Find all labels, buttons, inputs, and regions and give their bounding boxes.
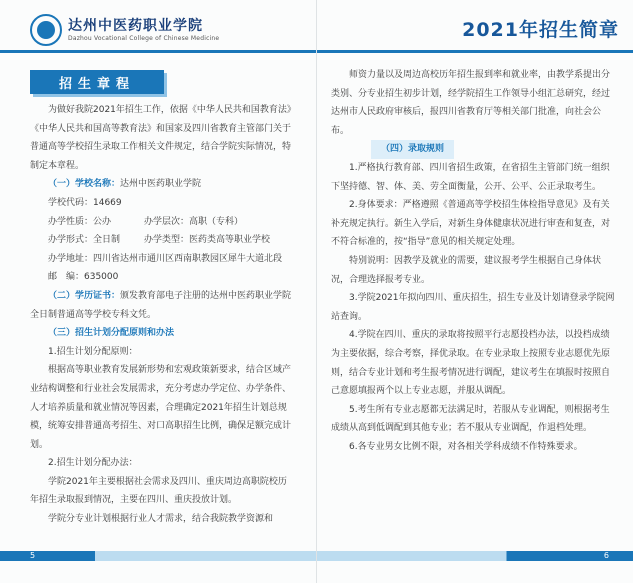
college-seal-icon [30,14,62,46]
school-code: 学校代码：14669 [48,197,122,208]
left-body [30,101,293,529]
rule-2: 2.身体要求：严格遵照《普通高等学校招生体检指导意见》及有关补充规定执行。新生入学后，对新生身体健康状况进行审查和复查，对不符合标准的，按“指导”意见的相关规定处理。 [331,200,611,248]
school-name-line: （一）学校名称：达州中医药职业学院 [48,179,202,190]
header-divider-right [317,50,633,53]
brochure-title: 2021年招生简章 [462,19,619,41]
nature-level-row: 办学性质：公办 办学层次：高职（专科） [48,216,244,227]
rule-5: 5.考生所有专业志愿都无法满足时，若服从专业调配，则根据考生成绩从高到低调配到其他专业；若不服从专业调配，作退档处理。 [331,404,610,434]
rule-1: 1.严格执行教育部、四川省招生政策，在省招生主管部门统一组织下坚持德、智、体、美、劳全面衡量，公开、公平、公正录取考生。 [331,162,610,192]
address-line: 办学地址：四川省达州市通川区西南职教园区犀牛大道北段 [48,253,283,264]
plan-principle-title: 1.招生计划分配原则： [48,346,138,357]
plan-heading: （三）招生计划分配原则和办法 [48,328,175,339]
certificate-paragraph: （二）学历证书：颁发教育部电子注册的达州中医药职业学院全日制普通高等学校专科文凭。 [30,290,292,320]
intro-paragraph: 为做好我院2021年招生工作，依据《中华人民共和国教育法》《中华人民共和国高等教育法》和国家及四川省教育主管部门关于普通高等学校招生录取工作相关文件规定，结合学院实际情况，特制定本章程。 [30,105,292,171]
plan-method-text: 学院2021年主要根据社会需求及四川、重庆周边高职院校历年招生录取报到情况，主要在四川、重庆投放计划。 [30,476,287,506]
right-footer-bar [317,551,633,561]
college-logo [30,14,219,46]
admission-rules-heading: （四）录取规则 [331,140,615,159]
rule-4: 4.学院在四川、重庆的录取将按照平行志愿投档办法，以投档成绩为主要依据，综合考察，择优录取。在专业录取上按照专业志愿优先原则，结合专业计划和考生报考情况进行调配，建议考生在填报时按照自己意愿填报两个以上专业志愿，并服从调配。 [331,330,611,397]
logo-chinese-name: 达州中医药职业学院 [68,17,203,34]
page-number-right: 6 [603,551,609,560]
header-divider [0,50,316,53]
banner-title: 招生章程 [58,76,135,92]
rule-3: 3.学院2021年拟向四川、重庆招生，招生专业及计划请登录学院网站查询。 [331,293,615,322]
right-page [317,0,633,583]
page-number-left: 5 [30,551,36,560]
right-body [331,66,615,456]
plan-continued-text: 师资力量以及周边高校历年招生报到率和就业率，由教学系提出分类别、分专业招生初步计划，经学院招生工作领导小组汇总研究，经过达州市人民政府审核后，报四川省教育厅等相关部门批准，向社会公布。 [331,70,611,136]
plan-principle-text: 根据高等职业教育发展新形势和宏观政策新要求，结合区域产业结构调整和行业社会发展需求，充分考虑办学定位、办学条件、人才培养质量和就业情况等因素，合理确定2021年招生计划总规模，统筹安排普通高考招生、对口高职招生比例，确保足额完成计划。 [30,365,292,450]
logo-english-name: Dazhou Vocational College of Chinese Medicine [68,34,220,42]
left-footer-bar [0,551,316,561]
section-banner [30,70,164,94]
zip-line: 邮 编：635000 [48,272,119,283]
rule-6: 6.各专业男女比例不限，对各相关学科成绩不作特殊要求。 [349,441,583,452]
form-type-row: 办学形式：全日制 办学类型：医药类高等职业学校 [48,235,271,246]
plan-major-text: 学院分专业计划根据行业人才需求，结合我院教学资源和 [48,514,274,525]
rule-2-note: 特别说明：因教学及就业的需要，建议报考学生根据自己身体状况，合理选择报考专业。 [331,255,602,285]
plan-method-title: 2.招生计划分配办法： [48,458,138,469]
